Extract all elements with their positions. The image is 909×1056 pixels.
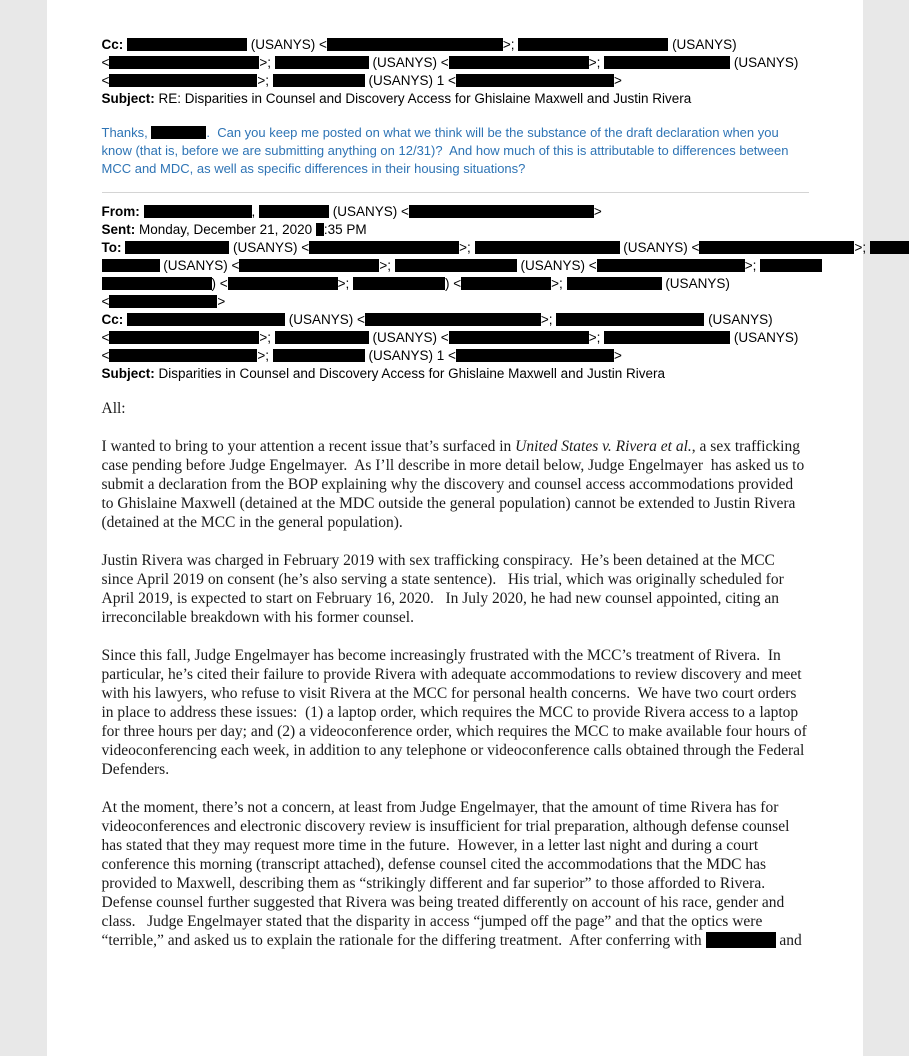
text-run: >; [379,258,395,273]
header-line [102,329,809,347]
text-run: >; [588,55,605,70]
field-label: Subject: [101,91,159,106]
email-header-top [102,36,809,108]
text-run: (USANYS) < [247,37,327,52]
header-line [102,221,809,239]
text-run: ) < [211,276,228,291]
redaction-bar [327,38,503,51]
body-paragraph [102,437,809,532]
redaction-bar [699,241,854,254]
text-run: Since this fall, Judge Engelmayer has become increasingly frustrated with the MCC’s treatment of Rivera. In particular, he’s cited their failure to provide Rivera with adequate accommodations to review discovery and meet with his lawyers, who refuse to visit Rivera at the MCC for personal health concerns. We have two court orders in place to address these issues: (1) a laptop order, which requires the MCC to provide Rivera access to a laptop for three hours per day; and (2) a videoconference order, which requires the MCC to make available four hours of videoconferencing each week, in addition to any telephone or videoconference calls obtained through the Federal Defenders. [101,647,811,778]
redaction-bar [273,349,365,362]
redaction-bar [449,56,589,69]
text-run: . Can you keep me posted on what we think will be the substance of the draft declaration when you know (that is, before we are submitting anything on 12/31)? And how much of this is attributable to differences between MCC and MDC, as well as specific differences in their housing situations? [101,125,793,176]
text-run: (USANYS) [668,37,737,52]
header-line [102,54,809,72]
text-run: (USANYS) < [516,258,597,273]
redaction-bar [259,205,329,218]
quoted-email-header [101,203,870,383]
redaction-bar [567,277,662,290]
text-run: >; [551,276,567,291]
text-run: and [775,932,802,949]
redaction-bar [109,349,257,362]
text-run: (USANYS) [704,312,773,327]
reply-note [102,124,809,178]
redaction-bar [275,331,369,344]
field-label: Cc: [101,312,128,327]
field-label: Cc: [101,37,128,52]
redaction-bar [239,259,379,272]
text-run: (USANYS) < [368,330,449,345]
redaction-bar [604,56,730,69]
text-run: >; [744,258,761,273]
email-body [102,399,809,950]
text-run: (USANYS) [730,55,799,70]
redaction-bar [109,331,259,344]
field-label: To: [101,240,126,255]
text-run: (USANYS) < [368,55,449,70]
header-line [102,293,809,311]
redaction-bar [456,349,614,362]
text-run: (USANYS) [730,330,799,345]
body-paragraph [102,551,809,627]
text-run: RE: Disparities in Counsel and Discovery Access for Ghislaine Maxwell and Justin Rivera [158,91,692,106]
redaction-bar [127,38,247,51]
text-run: >; [502,37,519,52]
section-divider [102,192,809,193]
redaction-bar [395,259,517,272]
header-line [102,203,809,221]
redaction-bar [760,259,822,272]
redaction-bar [518,38,668,51]
body-paragraph [102,646,809,779]
redaction-bar [597,259,745,272]
redaction-bar [706,932,776,948]
redaction-bar [365,313,541,326]
text-run: At the moment, there’s not a concern, at least from Judge Engelmayer, that the amount of time Rivera has for videoconferences and electronic discovery review is insufficient for trial preparation, although defense counsel has stated that they may request more time in the future. However, in a letter last night and during a court conference this morning (transcript attached), defense counsel cited the accommodations that the MDC has provided to Maxwell, describing them as “strikingly different and far superior” to those afforded to Rivera. Defense counsel further suggested that Rivera was being treated differently on account of his race, gender and class. Judge Engelmayer stated that the disparity in access “jumped off the page” and that the optics were “terrible,” and asked us to explain the rationale for the differing treatment. After conferring with [101,799,794,949]
text-run: >; [337,276,354,291]
redaction-bar [870,241,909,254]
redaction-bar [461,277,551,290]
field-label: From: [101,204,144,219]
text-run: >; [257,348,273,363]
text-run: (USANYS) < [229,240,310,255]
text-run: All: [101,400,126,417]
redaction-bar [316,223,324,236]
text-run: < [101,330,110,345]
field-label: Sent: [101,222,140,237]
text-run: (USANYS) 1 < [364,73,456,88]
text-run: Disparities in Counsel and Discovery Access for Ghislaine Maxwell and Justin Rivera [158,366,665,381]
header-line [102,72,809,90]
redaction-bar [275,56,369,69]
redaction-bar [273,74,365,87]
text-run: < [101,294,110,309]
header-line [102,90,809,108]
header-line [102,347,809,365]
redaction-bar [309,241,459,254]
redaction-bar [409,205,594,218]
text-run: (USANYS) [661,276,730,291]
text-run: >; [588,330,605,345]
text-run: I wanted to bring to your attention a recent issue that’s surfaced in [101,438,516,455]
text-run: >; [459,240,475,255]
redaction-bar [475,241,620,254]
text-run: < [101,73,110,88]
header-line [102,365,809,383]
text-run: :35 PM [323,222,367,237]
text-run: (USANYS) < [159,258,240,273]
text-run: Monday, December 21, 2020 [139,222,316,237]
text-run: > [217,294,226,309]
redaction-bar [144,205,252,218]
text-run: >; [854,240,870,255]
text-run: < [101,55,110,70]
text-run: > [593,204,602,219]
text-run: ) < [445,276,462,291]
redaction-bar [102,259,160,272]
redaction-bar [604,331,730,344]
text-run: < [101,348,110,363]
text-run: Justin Rivera was charged in February 2019 with sex trafficking conspiracy. He’s been detained at the MCC since April 2019 on consent (he’s also serving a state sentence). His trial, which was originally scheduled for April 2019, is expected to start on February 16, 2020. In July 2020, he had new counsel appointed, citing an irreconcilable breakdown with his former counsel. [101,552,787,626]
header-line [102,311,809,329]
redaction-bar [102,277,212,290]
header-line [102,275,809,293]
text-run: >; [259,55,275,70]
redaction-bar [109,74,257,87]
redaction-bar [109,295,217,308]
document-page [47,0,870,1056]
text-run: Thanks, [101,125,152,140]
redaction-bar [151,126,206,139]
header-line [102,257,809,275]
redaction-bar [109,56,259,69]
text-run: (USANYS) < [329,204,409,219]
text-run: >; [257,73,273,88]
body-paragraph [102,399,809,418]
text-run: (USANYS) < [619,240,700,255]
body-paragraph [102,798,809,950]
text-run: >; [259,330,275,345]
text-run: (USANYS) 1 < [364,348,456,363]
text-run: (USANYS) < [285,312,365,327]
redaction-bar [449,331,589,344]
case-citation: United States v. Rivera et al. [515,438,692,455]
header-line [101,239,870,257]
redaction-bar [456,74,614,87]
text-run: , [251,204,260,219]
redaction-bar [125,241,229,254]
text-run: > [613,348,622,363]
field-label: Subject: [101,366,159,381]
text-run: > [613,73,622,88]
redaction-bar [127,313,285,326]
header-line [102,36,809,54]
redaction-bar [556,313,704,326]
redaction-bar [228,277,338,290]
text-run: , a sex trafficking case pending before Judge Engelmayer. As I’ll describe in more detail below, Judge Engelmayer has asked us to submit a declaration from the BOP explaining why the discovery and counsel access accommodations provided to Ghislaine Maxwell (detained at the MDC outside the general population) cannot be extended to Justin Rivera (detained at the MCC in the general population). [101,438,809,531]
redaction-bar [353,277,445,290]
text-run: >; [540,312,557,327]
